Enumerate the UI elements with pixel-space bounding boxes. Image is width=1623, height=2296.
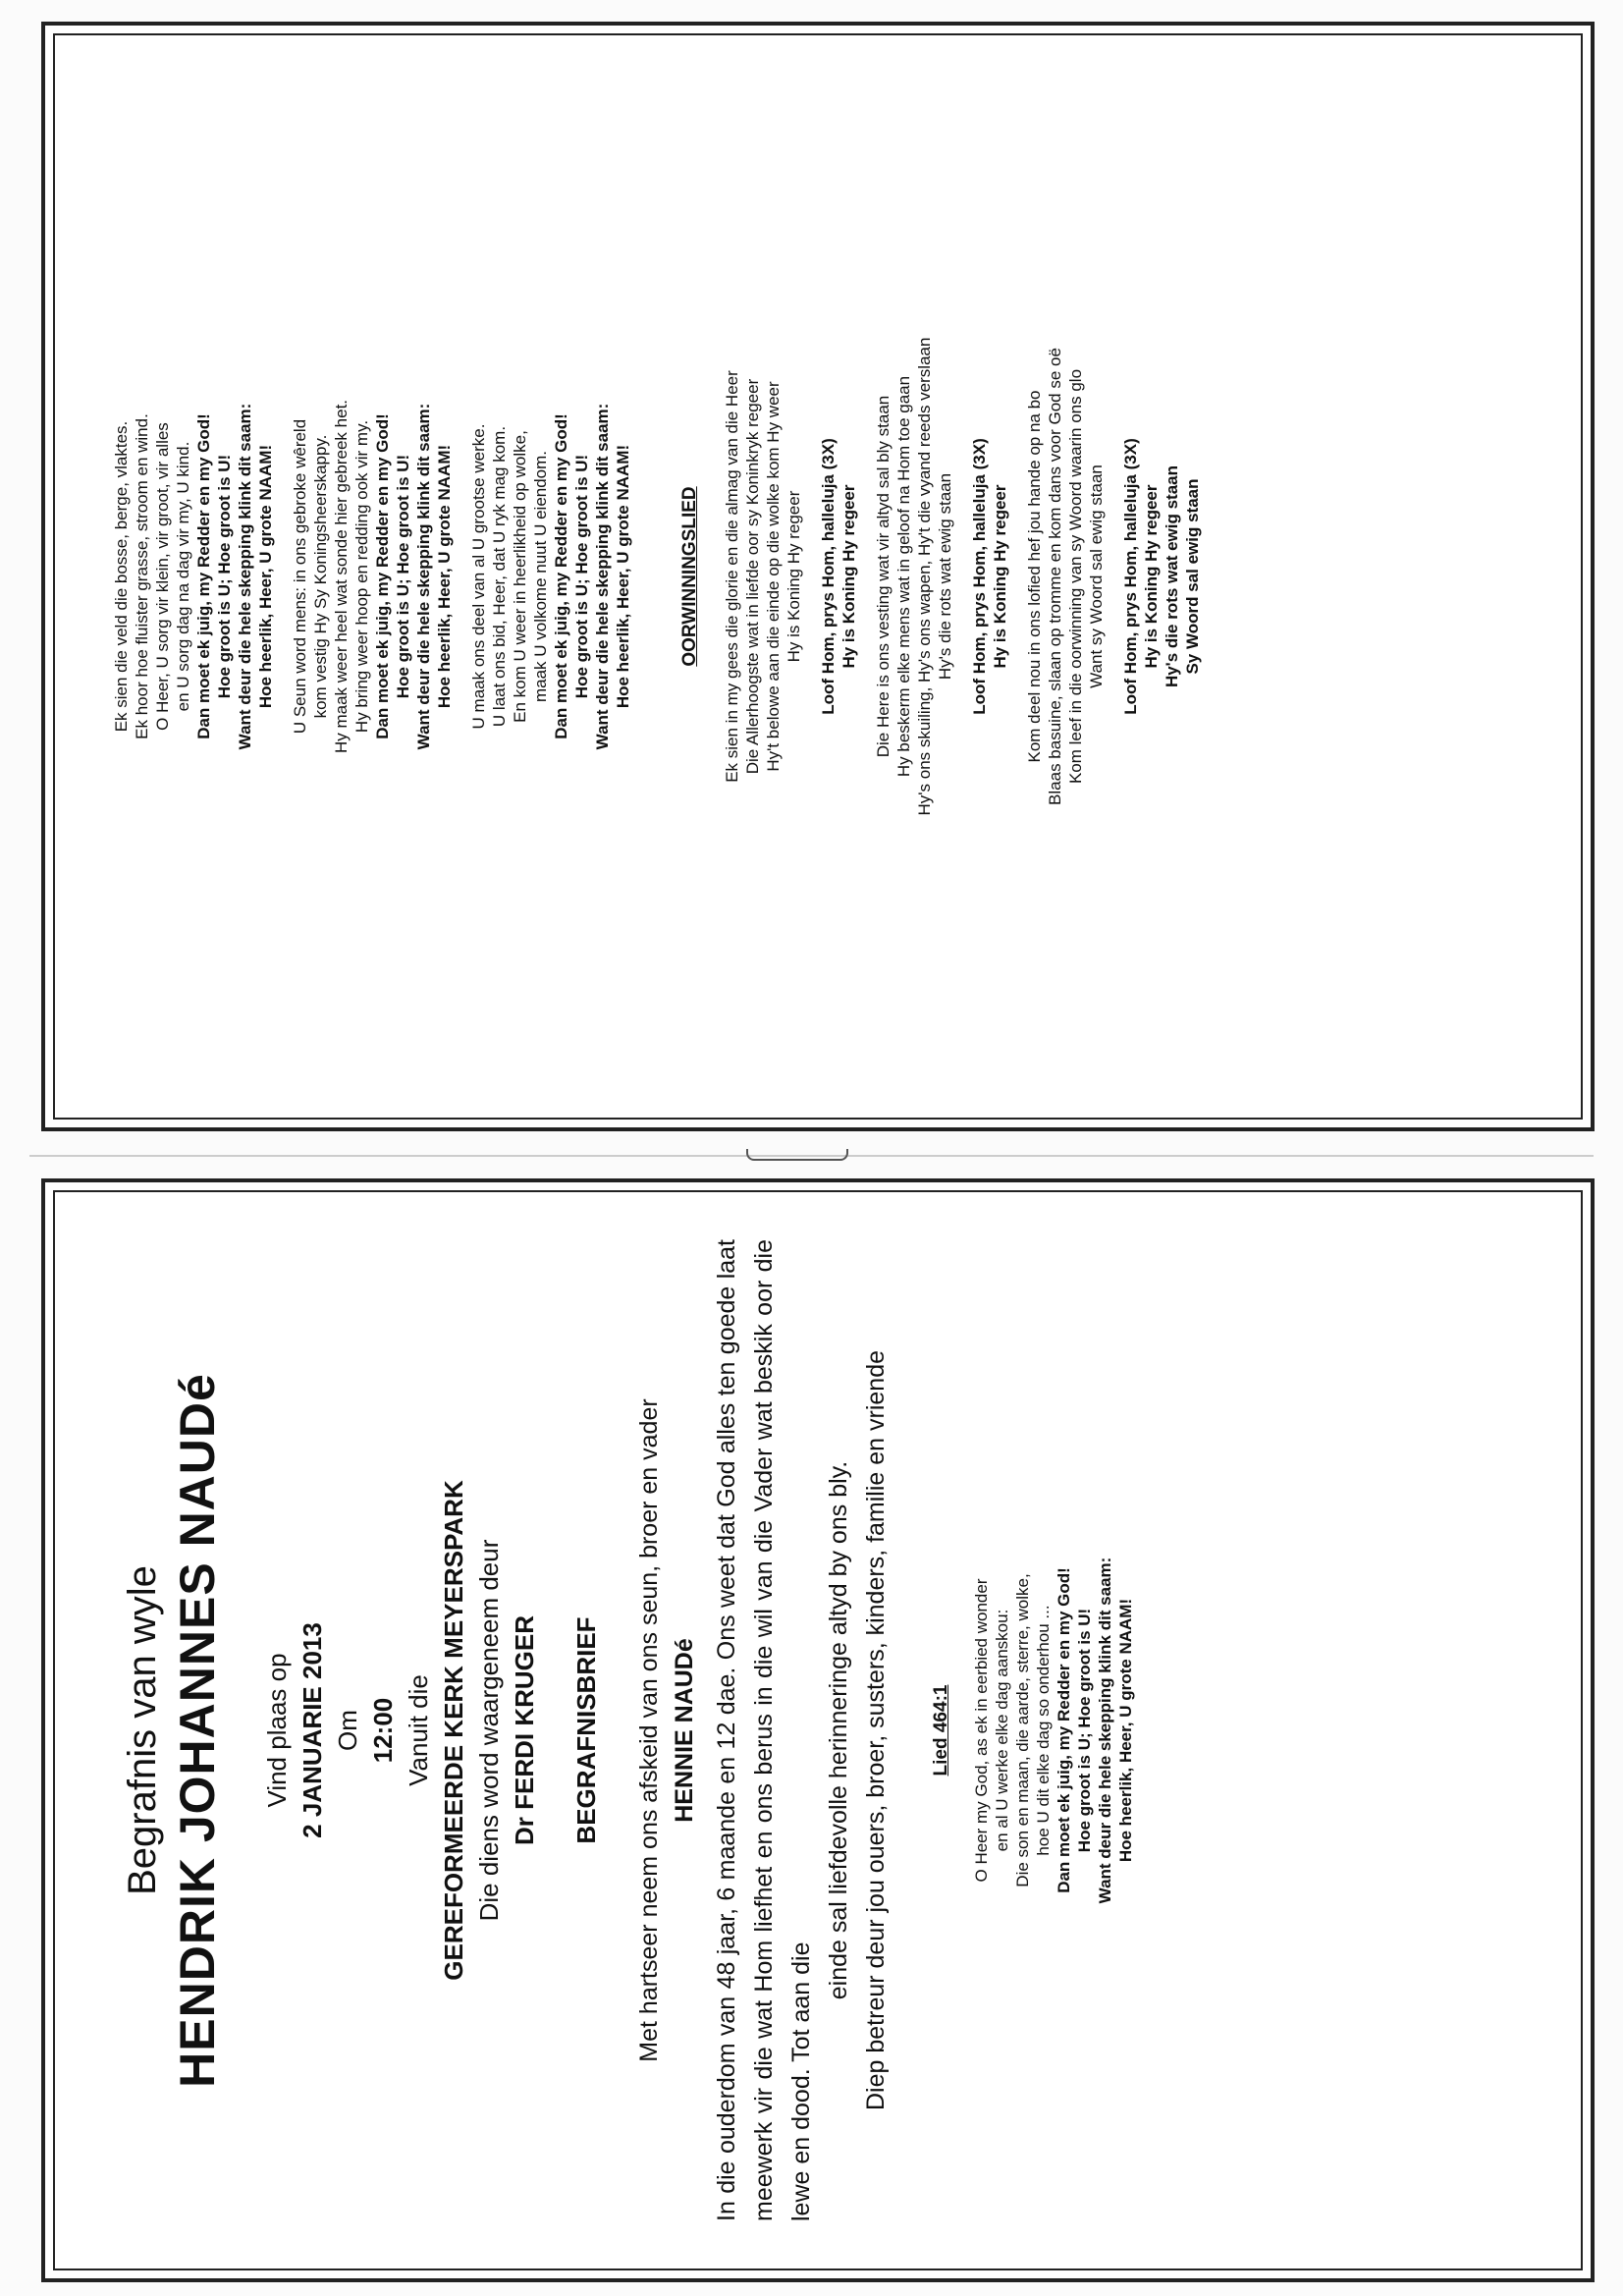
verse-line: Ek sien in my gees die glorie en die almag van die Heer (723, 370, 741, 783)
verse-line: Dan moet ek juig, my Redder en my God! (373, 413, 392, 739)
farewell-intro: Met hartseer neem ons afskeid van ons seun, broer en vader (635, 1398, 663, 2062)
oorwinning-chorus-3 (1120, 438, 1203, 714)
verse-line: Hoe groot is U; Hoe groot is U! (1075, 1608, 1094, 1853)
mourners-text: Diep betreur deur jou ouers, broer, susters, kinders, familie en vriende (862, 1350, 890, 2110)
letter-end: einde sal liefdevolle herinneringe altyd by ons bly. (825, 1460, 852, 2000)
lied-verse (971, 1558, 1136, 1904)
verse-line: en U sorg dag na dag vir my, U kind. (174, 441, 192, 712)
verse-line: Hy's die rots wat ewig staan (1163, 465, 1181, 688)
oorwinning-verse-3 (1024, 348, 1107, 805)
verse-line: Ek sien die veld die bosse, berge, vlaktes. (112, 420, 131, 733)
verse-line: maak U volkome nuut U eiendom. (531, 450, 550, 703)
verse-line: U maak ons deel van al U grootse werke. (469, 423, 488, 730)
verse-line: hoe U dit elke dag so onderhou ... (1034, 1605, 1053, 1856)
verse-line: Blaas basuine, slaan op tromme en kom dans voor God se oë (1046, 348, 1064, 805)
verse-line: O Heer, U sorg vir klein, vir groot, vir alles (153, 422, 172, 731)
verse-line: Kom deel nou in ons lofied hef jou hande op na bo (1025, 390, 1044, 763)
verse-line: Dan moet ek juig, my Redder en my God! (1055, 1567, 1073, 1893)
verse-line: Ek hoor hoe fluister grasse, stroom en wind. (133, 413, 151, 739)
verse-line: Sy Woord sal ewig staan (1183, 478, 1202, 675)
verse-line: Hy's ons skuiling, Hy's ons wapen, Hy't die vyand reeds verslaan (915, 337, 934, 816)
verse-line: Hy's die rots wat ewig staan (936, 472, 954, 681)
oorwinning-chorus-1 (818, 438, 859, 714)
oorwinning-verse-2 (873, 338, 955, 816)
nickname: HENNIE NAUDé (671, 1638, 698, 1823)
verse-line: Hy maak weer heel wat sonde hier gebreek het. (332, 399, 351, 754)
hymn-verse-1 (111, 404, 276, 750)
verse-line: Want deur die hele skepping klink dit saam: (236, 403, 254, 750)
verse-line: kom vestig Hy Sy Koningsheerskappy. (311, 434, 330, 719)
verse-line: Die son en maan, die aarde, sterre, wolke, (1013, 1573, 1032, 1887)
top-panel-content (72, 56, 1564, 1097)
hymn-verse-3 (468, 404, 633, 750)
verse-line: Hy bring weer hoop en redding ook vir my. (352, 419, 371, 734)
diens-text: Die diens word waargeneem deur (474, 1539, 504, 1922)
top-panel (41, 22, 1595, 1131)
verse-line: Dan moet ek juig, my Redder en my God! (552, 413, 570, 739)
verse-line: En kom U weer in heerlikheid op wolke, (511, 430, 529, 723)
funeral-time: 12:00 (368, 1697, 398, 1764)
vanuit-text: Vanuit die (404, 1674, 433, 1786)
verse-line: Loof Hom, prys Hom, halleluja (3X) (970, 438, 989, 715)
verse-line: Dan moet ek juig, my Redder en my God! (194, 413, 213, 739)
lied-title: Lied 464:1 (931, 1684, 951, 1777)
oorwinning-chorus-2 (969, 438, 1010, 714)
verse-line: Hoe groot is U; Hoe groot is U! (572, 454, 591, 699)
verse-line: Hy is Koning Hy regeer (839, 484, 858, 669)
hymn-verse-2 (290, 400, 455, 753)
verse-line: Hoe groot is U; Hoe groot is U! (394, 454, 412, 699)
funeral-date: 2 JANUARIE 2013 (298, 1622, 327, 1838)
om-text: Om (333, 1710, 362, 1751)
title-small: Begrafnis van wyle (121, 1565, 164, 1895)
verse-line: Hoe heerlik, Heer, U grote NAAM! (256, 444, 275, 709)
verse-line: U laat ons bid, Heer, dat U ryk mag kom. (490, 425, 509, 728)
verse-line: Die Here is ons vesting wat vir altyd sal bly staan (874, 395, 893, 758)
verse-line: Hy't belowe aan die einde op die wolke kom Hy weer (764, 381, 783, 772)
fold-line (0, 1149, 1623, 1163)
verse-line: Kom leef in die oorwinning van sy Woord waarin ons glo (1066, 368, 1085, 785)
verse-line: Hy is Koning Hy regeer (1142, 484, 1161, 669)
letter-body: In die ouderdom van 48 jaar, 6 maande en 12 dae. Ons weet dat God alles ten goede laat meewerk vir die wat Hom liefhet en ons berus in die wil van die Vader wat beskik oor die lewe en dood. Tot aan die (713, 1239, 815, 2221)
verse-line: Loof Hom, prys Hom, halleluja (3X) (1121, 438, 1140, 715)
verse-line: en al U werke elke dag aanskou: (993, 1609, 1011, 1852)
verse-line: Want deur die hele skepping klink dit saam: (414, 403, 433, 750)
verse-line: Hy is Koning Hy regeer (991, 484, 1009, 669)
verse-line: Want sy Woord sal ewig staan (1087, 465, 1106, 688)
verse-line: Loof Hom, prys Hom, halleluja (3X) (819, 438, 838, 715)
bottom-panel (41, 1178, 1595, 2282)
bottom-panel-content (72, 1210, 1564, 2251)
verse-line: Die Allerhoogste wat in liefde oor sy Koninkryk regeer (743, 378, 762, 775)
verse-line: Hy beskerm elke mens wat in geloof na Hom toe gaan (894, 375, 913, 778)
oorwinning-verse-1 (722, 370, 804, 783)
verse-line: Hoe heerlik, Heer, U grote NAAM! (614, 444, 632, 709)
deceased-name-title: HENDRIK JOHANNES NAUDé (170, 1373, 225, 2088)
verse-line: O Heer my God, as ek in eerbied wonder (972, 1578, 991, 1883)
verse-line: Hoe heerlik, Heer, U grote NAAM! (1116, 1598, 1135, 1863)
verse-line: Hoe heerlik, Heer, U grote NAAM! (435, 444, 454, 709)
church-name: GEREFORMEERDE KERK MEYERSPARK (439, 1480, 468, 1981)
verse-line: Hoe groot is U; Hoe groot is U! (215, 454, 234, 699)
verse-line: Hy is Koning Hy regeer (784, 490, 803, 663)
verse-line: Want deur die hele skepping klink dit saam: (593, 403, 612, 750)
verse-line: U Seun word mens: in ons gebroke wêreld (291, 418, 309, 735)
verse-line: Want deur die hele skepping klink dit saam: (1096, 1557, 1114, 1904)
minister-name: Dr FERDI KRUGER (510, 1615, 539, 1846)
oorwinningslied-title: OORWINNINGSLIED (679, 486, 700, 667)
vind-plaas-text: Vind plaas op (262, 1653, 292, 1808)
begrafnisbrief-heading: BEGRAFNISBRIEF (571, 1616, 601, 1844)
